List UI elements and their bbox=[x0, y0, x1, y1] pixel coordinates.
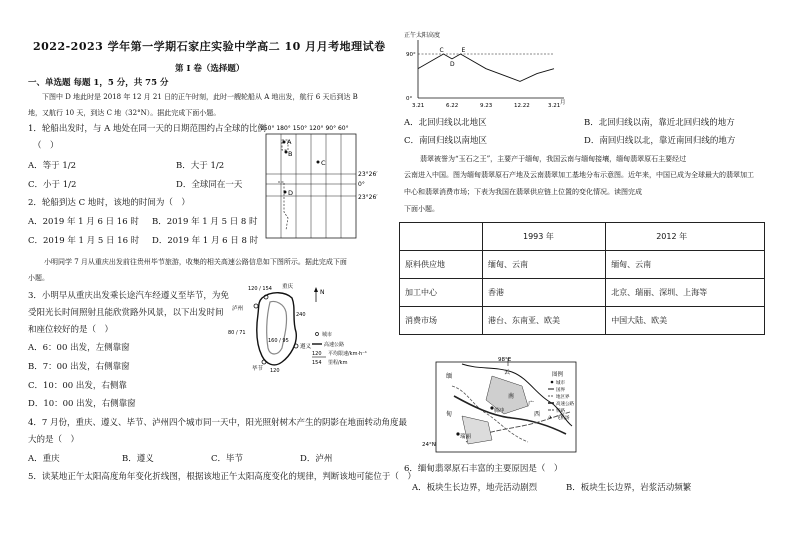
distance-label: 120 / 154 bbox=[248, 286, 272, 292]
passage-line: 小题。 bbox=[28, 274, 49, 282]
distance-label: 240 bbox=[296, 312, 306, 318]
meridian-label: 98°E bbox=[498, 357, 512, 363]
longitude-labels: 150° 180° 150° 120° 90° 60° bbox=[260, 125, 349, 132]
table-header-cell: 2012 年 bbox=[606, 223, 765, 251]
table-header-row bbox=[400, 223, 765, 251]
jade-origin-map bbox=[422, 356, 582, 456]
chart-title: 正午太阳高度 bbox=[404, 32, 441, 39]
highway-map bbox=[226, 284, 376, 374]
tropic-capricorn-label: 23°26′ bbox=[358, 194, 378, 201]
tropic-cancer-label: 23°26′ bbox=[358, 171, 378, 178]
option-2d[interactable]: D．2019 年 1 月 6 日 8 时 bbox=[152, 236, 259, 246]
option-4b[interactable]: B．遵义 bbox=[122, 454, 154, 464]
question-4-stem: 大的是（ ） bbox=[28, 435, 80, 445]
question-3-stem: 受阳光长时间照射且能欣赏路外风景，以下出发时间 bbox=[28, 308, 224, 318]
city-tengchong: 腾冲 bbox=[494, 408, 505, 414]
city-ruili: 瑞丽 bbox=[460, 434, 472, 440]
point-a-label: A bbox=[287, 138, 292, 146]
option-1a[interactable]: A．等于 1/2 bbox=[28, 161, 77, 171]
table-cell: 港台、东南亚、欧美 bbox=[483, 307, 606, 335]
exam-title: 2022-2023 学年第一学期石家庄实验中学高二 10 月月考地理试卷 bbox=[33, 40, 386, 53]
option-3d[interactable]: D．10：00 出发，右侧靠窗 bbox=[28, 399, 136, 409]
airport-icon: ✈ bbox=[548, 415, 553, 421]
option-2b[interactable]: B．2019 年 1 月 5 日 8 时 bbox=[152, 217, 258, 227]
map-legend-title: 图例 bbox=[552, 372, 564, 378]
region-label: 西 bbox=[534, 411, 541, 418]
distance-label: 160 / 95 bbox=[268, 338, 289, 344]
question-3-stem: 3．小明早从重庆出发乘长途汽车经遵义至毕节，为免 bbox=[28, 291, 229, 301]
question-1-stem: 1．轮船出发时，与 A 地处在同一天的日期范围约占全球的比例 bbox=[28, 124, 266, 134]
passage-line: 地，又航行 10 天，到达 C 地（32°N）。据此完成下面小题。 bbox=[28, 109, 221, 117]
question-2-stem: 2．轮船到达 C 地时，该地的时间为（ ） bbox=[28, 198, 190, 208]
table-row bbox=[400, 251, 765, 279]
table-row bbox=[400, 307, 765, 335]
passage-line: 下图中 D 地此时是 2018 年 12 月 21 日的正午时刻，此时一艘轮船从 A 地出发，航行 6 天后到达 B bbox=[42, 93, 358, 101]
point-c-label: C bbox=[321, 159, 326, 167]
passage-line: 中心和翡翠消费市场；下表为我国在翡翠供应链上位置的变化情况。读图完成 bbox=[404, 188, 642, 196]
series-line bbox=[418, 54, 554, 81]
legend-item: 城市 bbox=[556, 381, 565, 386]
legend-item: 地区界 bbox=[556, 395, 570, 400]
option-1d[interactable]: D．全球同在一天 bbox=[176, 180, 243, 190]
option-3c[interactable]: C．10：00 出发，右侧靠 bbox=[28, 381, 127, 391]
option-5b[interactable]: B．北回归线以南，靠近北回归线的地方 bbox=[584, 118, 735, 128]
compass-north: N bbox=[320, 289, 325, 296]
passage-line: 云南进入中国。图为缅甸翡翠原石产地及云南翡翠加工基地分布示意图。近年来，中国已成为全球最大的翡翠加工 bbox=[404, 171, 754, 179]
table-row bbox=[400, 279, 765, 307]
passage-line: 小明同学 7 月从重庆出发前往贵州毕节旅游，收集的相关高速公路信息如下图所示。据此完成下面 bbox=[44, 258, 347, 266]
point-label: E bbox=[461, 47, 466, 54]
option-5a[interactable]: A．北回归线以北地区 bbox=[404, 118, 487, 128]
y-tick-label: 0° bbox=[406, 96, 413, 102]
y-tick-label: 90° bbox=[406, 52, 416, 58]
legend-dist: 里程/km bbox=[328, 360, 348, 366]
table-cell: 中国大陆、欧美 bbox=[606, 307, 765, 335]
table-cell: 香港 bbox=[483, 279, 606, 307]
question-3-stem: 和座位较好的是（ ） bbox=[28, 325, 114, 335]
option-3b[interactable]: B．7：00 出发，右侧靠窗 bbox=[28, 362, 130, 372]
equator-label: 0° bbox=[358, 181, 365, 188]
region-label: 甸 bbox=[446, 411, 453, 418]
distance-label: 80 / 71 bbox=[228, 330, 246, 336]
x-tick-label: 3.21 bbox=[548, 103, 561, 109]
table-cell: 加工中心 bbox=[400, 279, 483, 307]
table-cell: 缅甸、云南 bbox=[483, 251, 606, 279]
legend-item: 铁路 bbox=[556, 409, 565, 414]
region-label: 广 bbox=[528, 401, 535, 408]
point-label: C bbox=[439, 47, 444, 54]
point-label: D bbox=[450, 60, 455, 68]
table-cell: 原料供应地 bbox=[400, 251, 483, 279]
region-label: 缅 bbox=[446, 373, 453, 380]
city-bijie: 毕节 bbox=[252, 366, 264, 372]
x-tick-label: 12.22 bbox=[514, 103, 530, 109]
legend-dist-value: 154 bbox=[312, 360, 322, 366]
option-5c[interactable]: C．南回归线以南地区 bbox=[404, 136, 488, 146]
option-2c[interactable]: C．2019 年 1 月 5 日 16 时 bbox=[28, 236, 140, 246]
passage-line: 翡翠被誉为“玉石之王”，主要产于缅甸，我国云南与缅甸接壤，缅甸翡翠原石主要经过 bbox=[420, 155, 687, 163]
option-6b[interactable]: B．板块生长边界，岩浆活动频繁 bbox=[566, 483, 692, 493]
legend-road: 高速公路 bbox=[324, 342, 345, 348]
option-4d[interactable]: D．泸州 bbox=[300, 454, 333, 464]
legend-item: 高速公路 bbox=[556, 402, 574, 407]
region-label: 南 bbox=[508, 393, 515, 400]
latitude-label: 24°N bbox=[422, 442, 436, 448]
option-6a[interactable]: A．板块生长边界，地壳活动剧烈 bbox=[412, 483, 538, 493]
x-tick-label: 3.21 bbox=[412, 103, 425, 109]
table-cell: 北京、瑞丽、深圳、上海等 bbox=[606, 279, 765, 307]
legend-speed-value: 120 bbox=[312, 351, 322, 357]
option-1b[interactable]: B．大于 1/2 bbox=[176, 161, 225, 171]
point-d-label: D bbox=[288, 189, 294, 197]
option-1c[interactable]: C．小于 1/2 bbox=[28, 180, 77, 190]
x-axis-label: 月 bbox=[560, 100, 566, 106]
table-header-cell bbox=[400, 223, 483, 251]
table-header-cell: 1993 年 bbox=[483, 223, 606, 251]
option-3a[interactable]: A．6：00 出发，左侧靠窗 bbox=[28, 343, 130, 353]
question-5-stem: 5．读某地正午太阳高度角年变化折线图，根据该地正午太阳高度变化的规律，判断该地可能位于（ ） bbox=[28, 472, 416, 482]
legend-item: 国界 bbox=[556, 388, 565, 393]
city-luzhou: 泸州 bbox=[232, 306, 244, 312]
part-heading: 第 I 卷（选择题） bbox=[175, 64, 245, 74]
city-chongqing: 重庆 bbox=[282, 284, 294, 290]
option-4c[interactable]: C．毕节 bbox=[211, 454, 244, 464]
option-5d[interactable]: D．南回归线以北，靠近南回归线的地方 bbox=[584, 136, 736, 146]
section-heading: 一、单选题 每题 1，5 分，共 75 分 bbox=[28, 78, 169, 88]
table-cell: 缅甸、云南 bbox=[606, 251, 765, 279]
option-4a[interactable]: A．重庆 bbox=[28, 454, 60, 464]
jade-supply-chain-table bbox=[399, 222, 765, 335]
question-blank: （ ） bbox=[33, 141, 59, 151]
noon-sun-altitude-chart bbox=[404, 30, 574, 110]
point-b-label: B bbox=[288, 150, 293, 158]
legend-speed: 平均限速/km·h⁻¹ bbox=[328, 351, 367, 357]
question-6-stem: 6．缅甸翡翠原石丰富的主要原因是（ ） bbox=[404, 464, 563, 474]
question-4-stem: 4．7 月份，重庆、遵义、毕节、泸州四个城市同一天中，阳光照射树木产生的阴影在地面转动角度最 bbox=[28, 418, 408, 428]
legend-city: 城市 bbox=[322, 332, 333, 338]
city-zunyi: 遵义 bbox=[300, 344, 312, 350]
latitude-longitude-map bbox=[258, 122, 386, 240]
x-tick-label: 6.22 bbox=[446, 103, 459, 109]
x-tick-label: 9.23 bbox=[480, 103, 493, 109]
legend-item: 飞机场 bbox=[556, 416, 570, 421]
region-label: 云 bbox=[504, 369, 511, 376]
distance-label: 120 bbox=[270, 368, 280, 374]
table-cell: 消费市场 bbox=[400, 307, 483, 335]
option-2a[interactable]: A．2019 年 1 月 6 日 16 时 bbox=[28, 217, 139, 227]
passage-line: 下面小题。 bbox=[404, 205, 439, 213]
